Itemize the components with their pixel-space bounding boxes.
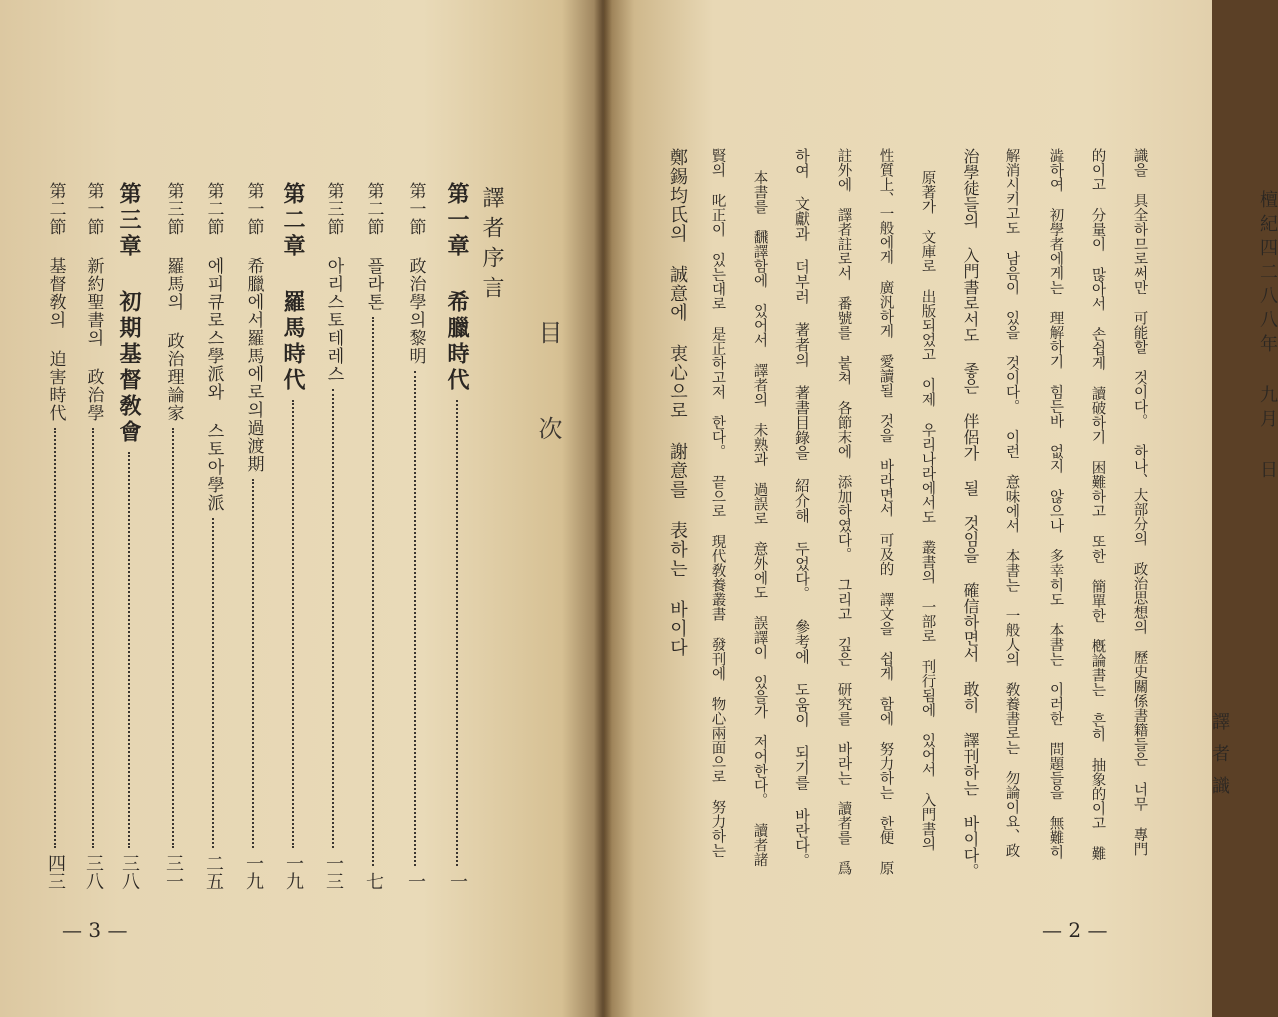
- toc-section-entry: [196, 182, 230, 890]
- toc-entry-page: 三八: [119, 854, 140, 890]
- toc-leader-dots: [292, 400, 294, 848]
- preface-signoff: 譯者識: [1209, 712, 1230, 808]
- right-page: [604, 0, 1278, 1017]
- toc-entry-label: 第二節 基督敎의 迫害時代: [45, 182, 66, 422]
- toc-entry-page: 一: [447, 872, 468, 890]
- toc-entry-label: 第一節 希臘에서羅馬에로의過渡期: [243, 182, 264, 473]
- toc-leader-dots: [128, 452, 130, 848]
- toc-chapter-entry: [440, 182, 474, 890]
- toc-section-entry: [76, 182, 110, 890]
- page-number-right: — 2 —: [1042, 918, 1108, 942]
- toc-entry-label: 第三章 初期基督敎會: [116, 182, 142, 446]
- toc-entry-page: 三一: [163, 854, 184, 890]
- toc-entry-label: 第一節 新約聖書의 政治學: [83, 182, 104, 422]
- toc-leader-dots: [252, 479, 254, 848]
- toc-leader-dots: [212, 518, 214, 848]
- toc-leader-dots: [456, 400, 458, 866]
- toc-chapter-entry: [112, 182, 146, 890]
- preface-line: 賢의 叱正이 있는대로 是正하고저 한다。 끝으로 現代敎養叢書 發刊에 物心兩面으로 努力하는: [709, 148, 726, 858]
- toc-chapter-entry: [276, 182, 310, 890]
- toc-leader-dots: [372, 317, 374, 866]
- toc-leader-dots: [332, 389, 334, 848]
- toc-leader-dots: [54, 428, 56, 848]
- toc-entry-page: 二五: [203, 854, 224, 890]
- preface-line: 的이고 分量이 많아서 손쉽게 讀破하기 困難하고 또한 簡單한 槪論書는 흔히 抽象的이고 難: [1089, 148, 1106, 861]
- toc-section-entry: [236, 182, 270, 890]
- toc-entry-page: 一: [405, 872, 426, 890]
- toc-entry-label: 第二章 羅馬時代: [280, 182, 306, 394]
- toc-leader-dots: [92, 428, 94, 848]
- book-gutter: [594, 0, 612, 1017]
- toc-entry-page: 一三: [323, 854, 344, 890]
- toc-section-entry: [38, 182, 72, 890]
- left-page: [0, 0, 604, 1017]
- page-number-left: — 3 —: [62, 918, 128, 942]
- toc-entry-page: 一九: [243, 854, 264, 890]
- toc-entry-page: 一九: [283, 854, 304, 890]
- toc-leader-dots: [172, 428, 174, 848]
- preface-line: 性質上、一般에게 廣汎하게 愛讀될 것을 바라면서 可及的 譯文을 쉽게 함에 努力하는 한便 原: [877, 148, 894, 875]
- preface-date: 檀紀四二八八年 九月 日: [1257, 190, 1278, 484]
- toc-entry-label: 第一節 政治學의黎明: [405, 182, 426, 365]
- preface-line: 本書를 飜譯함에 있어서 譯者의 未熟과 過誤로 意外에도 誤譯이 있을가 저어한다。 讀者諸: [751, 170, 768, 867]
- toc-title: 目 次: [534, 320, 562, 462]
- toc-preface-entry: 譯者序言: [479, 186, 504, 306]
- toc-entry-page: 四三: [45, 854, 66, 890]
- toc-entry-label: 第三節 아리스토테레스: [323, 182, 344, 383]
- toc-section-entry: [156, 182, 190, 890]
- toc-section-entry: [316, 182, 350, 890]
- toc-section-entry: [398, 182, 432, 890]
- toc-leader-dots: [414, 371, 416, 866]
- preface-line: 治學徒들의 入門書로서도 좋은 伴侶가 될 것임을 確信하면서 敢히 譯刊하는 바이다。: [961, 148, 980, 879]
- preface-line: 註外에 譯者註로서 番號를 붙쳐 各節末에 添加하였다。 그리고 깊은 研究를 바라는 讀者를 爲: [835, 148, 852, 875]
- toc-entry-label: 第一章 希臘時代: [444, 182, 470, 394]
- preface-line: 하여 文獻과 더부러 著者의 著書目錄을 紹介해 두었다。 參考에 도움이 되기를 바란다。: [793, 148, 811, 868]
- toc-entry-label: 第三節 羅馬의 政治理論家: [163, 182, 184, 422]
- preface-line: 鄭錫均氏의 誠意에 衷心으로 謝意를 表하는 바이다: [667, 148, 688, 657]
- preface-line: 澁하여 初學者에게는 理解하기 힘든바 없지 않으나 多幸히도 本書는 이러한 問題들을 無難히: [1047, 148, 1064, 859]
- preface-line: 解消시키고도 남음이 있을 것이다。 이런 意味에서 本書는 一般人의 敎養書로는 勿論이요、政: [1003, 148, 1020, 858]
- toc-entry-page: 三八: [83, 854, 104, 890]
- preface-line: 原著가 文庫로 出版되었고 이제 우리나라에서도 叢書의 一部로 刊行됨에 있어서 入門書의: [919, 170, 936, 851]
- preface-line: 識을 具全하므로써만 可能할 것이다。 하나、大部分의 政治思想의 歷史關係書籍들은 너무 專門: [1131, 148, 1148, 856]
- toc-entry-label: 第二節 플라톤: [363, 182, 384, 311]
- toc-entry-page: 七: [363, 872, 384, 890]
- toc-section-entry: [356, 182, 390, 890]
- toc-entry-label: 第二節 에피큐로스學派와 스토아學派: [203, 182, 224, 512]
